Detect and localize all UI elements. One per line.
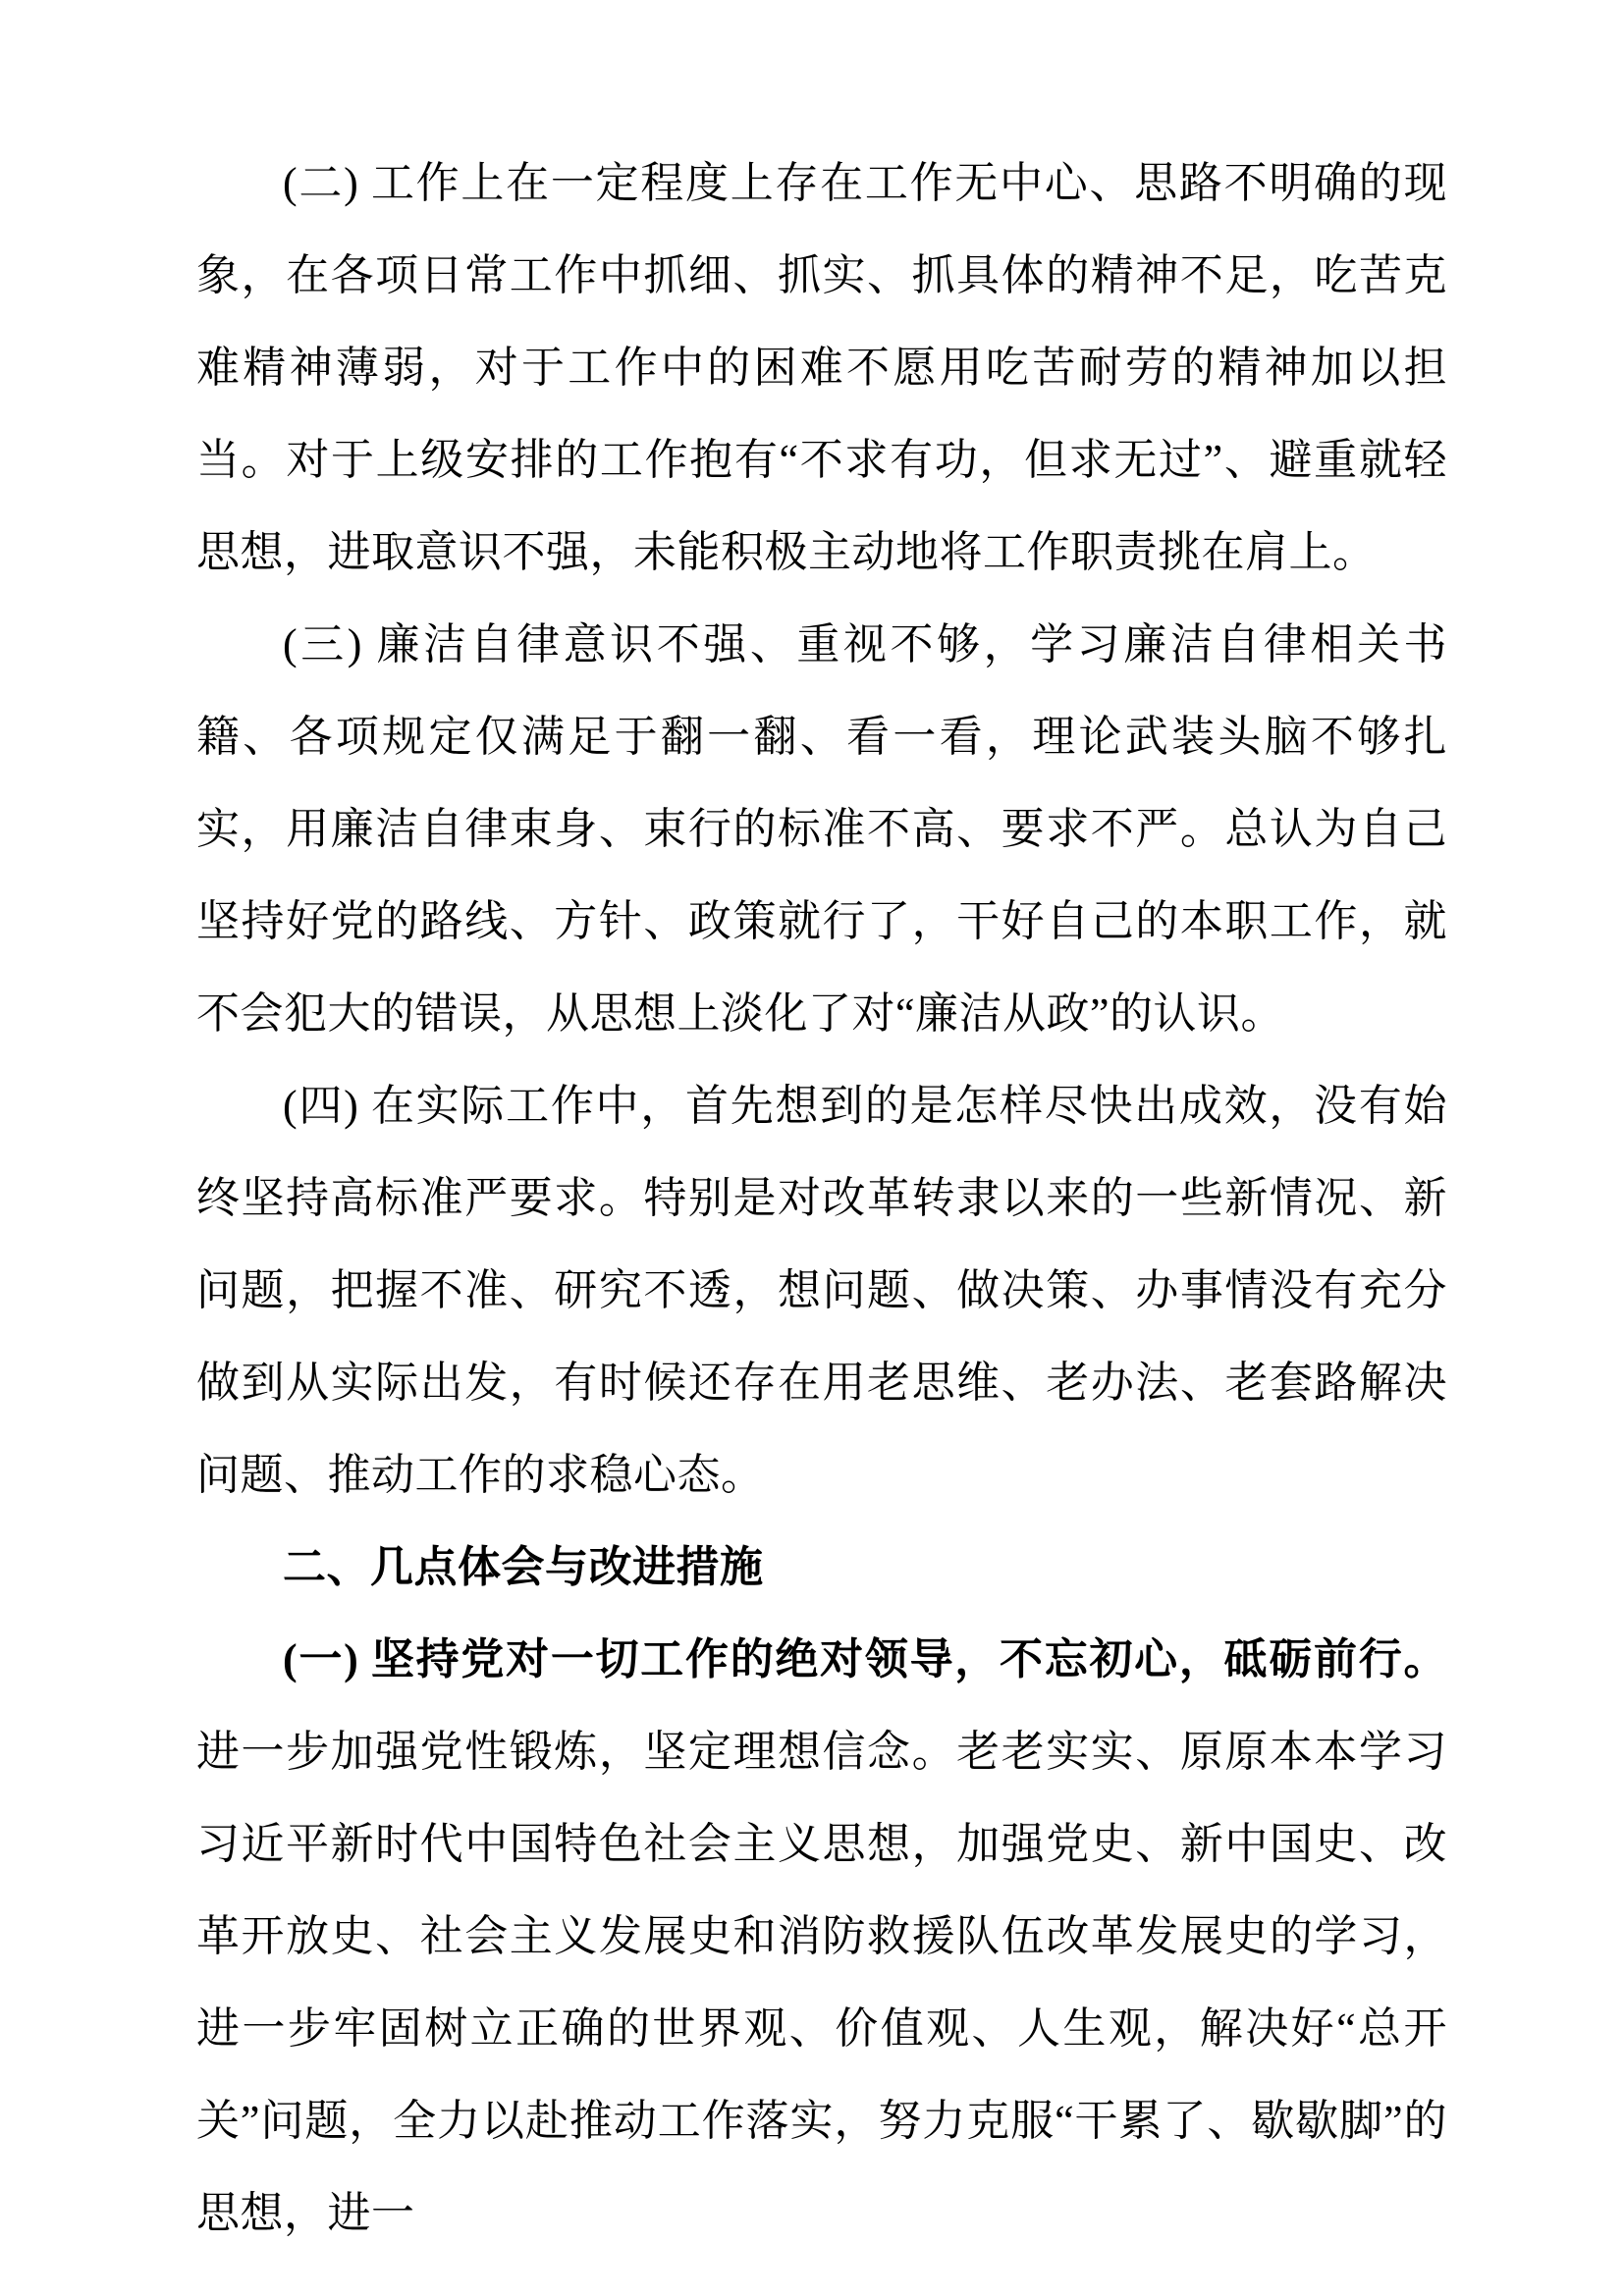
paragraph [196,137,1447,599]
text-segment: 进一步加强党性锻炼，坚定理想信念。老老实实、原原本本学习习近平新时代中国特色社会主义思想，加强党史、新中国史、改革开放史、社会主义发展史和消防救援队伍改革发展史的学习，进一步牢固树立正确的世界观、价值观、人生观，解决好“总开关”问题，全力以赴推动工作落实，努力克服“干累了、歇歇脚”的思想，进一 [196,1728,1447,2237]
paragraph [196,1060,1447,1522]
text-segment: (一) 坚持党对一切工作的绝对领导，不忘初心，砥砺前行。 [283,1635,1447,1683]
paragraph [196,1614,1447,2260]
text-segment: (二) 工作上在一定程度上存在工作无中心、思路不明确的现象，在各项日常工作中抓细、抓实、抓具体的精神不足，吃苦克难精神薄弱，对于工作中的困难不愿用吃苦耐劳的精神加以担当。对于上级安排的工作抱有“不求有功，但求无过”、避重就轻思想，进取意识不强，未能积极主动地将工作职责挑在肩上。 [196,159,1447,576]
text-segment: (三) 廉洁自律意识不强、重视不够，学习廉洁自律相关书籍、各项规定仅满足于翻一翻、看一看，理论武装头脑不够扎实，用廉洁自律束身、束行的标准不高、要求不严。总认为自己坚持好党的路线、方针、政策就行了，干好自己的本职工作，就不会犯大的错误，从思想上淡化了对“廉洁从政”的认识。 [196,620,1447,1038]
section-heading [196,1522,1447,1614]
text-segment: (四) 在实际工作中，首先想到的是怎样尽快出成效，没有始终坚持高标准严要求。特别是对改革转隶以来的一些新情况、新问题，把握不准、研究不透，想问题、做决策、办事情没有充分做到从实际出发，有时候还存在用老思维、老办法、老套路解决问题、推动工作的求稳心态。 [196,1082,1447,1499]
text-segment: 二、几点体会与改进措施 [283,1543,764,1591]
paragraph [196,599,1447,1060]
